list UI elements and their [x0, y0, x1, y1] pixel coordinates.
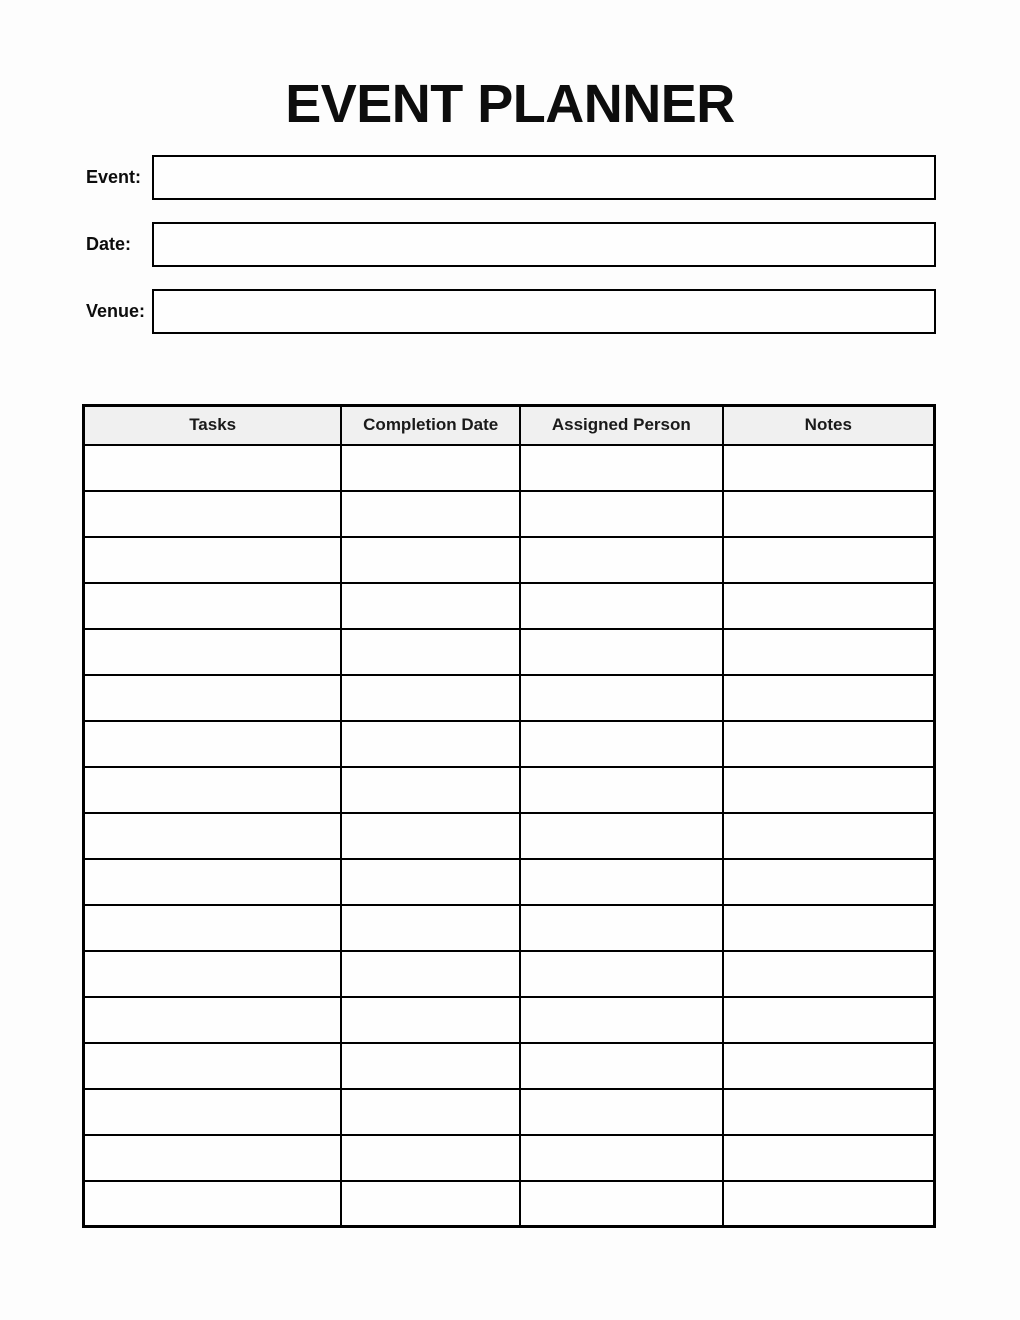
cell-notes[interactable]	[723, 1135, 935, 1181]
cell-tasks[interactable]	[84, 491, 342, 537]
cell-notes[interactable]	[723, 537, 935, 583]
cell-notes[interactable]	[723, 1181, 935, 1227]
event-input[interactable]	[152, 155, 936, 200]
cell-completion-date[interactable]	[341, 629, 520, 675]
cell-completion-date[interactable]	[341, 813, 520, 859]
tasks-table	[82, 404, 936, 1228]
cell-notes[interactable]	[723, 1043, 935, 1089]
table-row	[84, 583, 935, 629]
cell-completion-date[interactable]	[341, 1089, 520, 1135]
cell-notes[interactable]	[723, 813, 935, 859]
cell-assigned-person[interactable]	[520, 767, 723, 813]
cell-notes[interactable]	[723, 491, 935, 537]
cell-assigned-person[interactable]	[520, 813, 723, 859]
cell-notes[interactable]	[723, 905, 935, 951]
table-row	[84, 445, 935, 491]
cell-tasks[interactable]	[84, 583, 342, 629]
cell-tasks[interactable]	[84, 1181, 342, 1227]
venue-label: Venue:	[86, 301, 146, 321]
cell-tasks[interactable]	[84, 1043, 342, 1089]
cell-completion-date[interactable]	[341, 859, 520, 905]
cell-assigned-person[interactable]	[520, 997, 723, 1043]
table-row	[84, 491, 935, 537]
cell-assigned-person[interactable]	[520, 1043, 723, 1089]
cell-notes[interactable]	[723, 1089, 935, 1135]
cell-completion-date[interactable]	[341, 583, 520, 629]
page-title: EVENT PLANNER	[285, 74, 735, 134]
cell-notes[interactable]	[723, 721, 935, 767]
cell-tasks[interactable]	[84, 859, 342, 905]
event-label: Event:	[86, 167, 142, 187]
table-row	[84, 1181, 935, 1227]
notes-column-header: Notes	[723, 406, 935, 445]
event-details-form	[86, 155, 936, 334]
cell-tasks[interactable]	[84, 813, 342, 859]
planner-table-body	[84, 445, 935, 1227]
cell-assigned-person[interactable]	[520, 537, 723, 583]
table-row	[84, 1043, 935, 1089]
cell-assigned-person[interactable]	[520, 859, 723, 905]
cell-completion-date[interactable]	[341, 491, 520, 537]
cell-completion-date[interactable]	[341, 537, 520, 583]
cell-assigned-person[interactable]	[520, 951, 723, 997]
cell-tasks[interactable]	[84, 445, 342, 491]
table-row	[84, 1135, 935, 1181]
cell-tasks[interactable]	[84, 721, 342, 767]
cell-completion-date[interactable]	[341, 905, 520, 951]
cell-assigned-person[interactable]	[520, 491, 723, 537]
cell-tasks[interactable]	[84, 629, 342, 675]
cell-notes[interactable]	[723, 583, 935, 629]
form-row-date	[86, 222, 936, 267]
form-row-event	[86, 155, 936, 200]
cell-assigned-person[interactable]	[520, 583, 723, 629]
cell-notes[interactable]	[723, 675, 935, 721]
cell-completion-date[interactable]	[341, 767, 520, 813]
cell-assigned-person[interactable]	[520, 1181, 723, 1227]
cell-tasks[interactable]	[84, 997, 342, 1043]
cell-completion-date[interactable]	[341, 1043, 520, 1089]
table-row	[84, 537, 935, 583]
cell-notes[interactable]	[723, 767, 935, 813]
cell-completion-date[interactable]	[341, 1135, 520, 1181]
table-row	[84, 1089, 935, 1135]
cell-assigned-person[interactable]	[520, 1089, 723, 1135]
table-row	[84, 905, 935, 951]
cell-completion-date[interactable]	[341, 675, 520, 721]
cell-assigned-person[interactable]	[520, 721, 723, 767]
cell-assigned-person[interactable]	[520, 629, 723, 675]
cell-completion-date[interactable]	[341, 445, 520, 491]
cell-notes[interactable]	[723, 629, 935, 675]
tasks-column-header: Tasks	[84, 406, 342, 445]
cell-tasks[interactable]	[84, 675, 342, 721]
venue-input[interactable]	[152, 289, 936, 334]
table-row	[84, 813, 935, 859]
cell-notes[interactable]	[723, 859, 935, 905]
form-row-venue	[86, 289, 936, 334]
cell-tasks[interactable]	[84, 905, 342, 951]
completion-date-column-header: Completion Date	[341, 406, 520, 445]
table-row	[84, 951, 935, 997]
cell-assigned-person[interactable]	[520, 445, 723, 491]
cell-tasks[interactable]	[84, 767, 342, 813]
table-row	[84, 629, 935, 675]
cell-tasks[interactable]	[84, 951, 342, 997]
cell-tasks[interactable]	[84, 1089, 342, 1135]
cell-assigned-person[interactable]	[520, 675, 723, 721]
date-input[interactable]	[152, 222, 936, 267]
table-row	[84, 721, 935, 767]
cell-assigned-person[interactable]	[520, 905, 723, 951]
table-row	[84, 859, 935, 905]
cell-notes[interactable]	[723, 997, 935, 1043]
table-row	[84, 997, 935, 1043]
tasks-table-header	[84, 406, 935, 445]
table-row	[84, 767, 935, 813]
header-row	[84, 406, 935, 445]
cell-notes[interactable]	[723, 951, 935, 997]
table-row	[84, 675, 935, 721]
cell-tasks[interactable]	[84, 1135, 342, 1181]
assigned-person-column-header: Assigned Person	[520, 406, 723, 445]
cell-tasks[interactable]	[84, 537, 342, 583]
cell-completion-date[interactable]	[341, 721, 520, 767]
cell-assigned-person[interactable]	[520, 1135, 723, 1181]
cell-notes[interactable]	[723, 445, 935, 491]
cell-completion-date[interactable]	[341, 997, 520, 1043]
cell-completion-date[interactable]	[341, 951, 520, 997]
cell-completion-date[interactable]	[341, 1181, 520, 1227]
date-label: Date:	[86, 234, 132, 254]
